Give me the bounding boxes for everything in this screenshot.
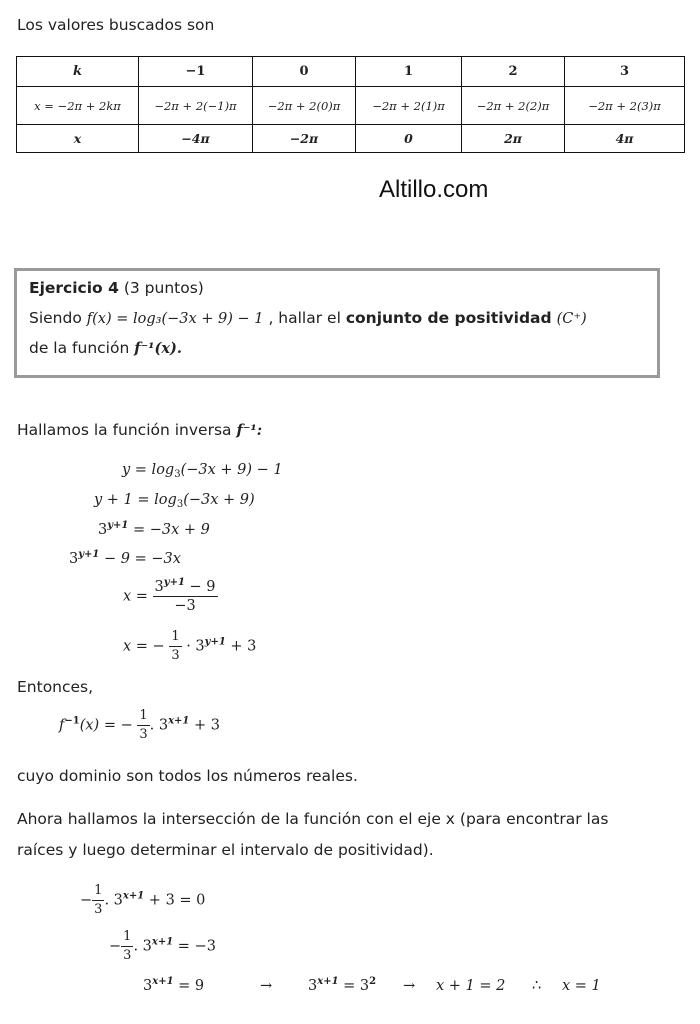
- equation-step-3: $3^{y+1} = -3x + 9$: [98, 520, 210, 538]
- table-cell: 3: [565, 57, 685, 87]
- equation-step-1: $y = \log_3(-3x + 9) - 1$: [122, 462, 283, 480]
- table-cell: 1: [356, 57, 462, 87]
- section-text: Hallamos la función inversa: [17, 421, 232, 439]
- exercise-points: (3 puntos): [123, 279, 204, 297]
- root-equation-2: − $\frac{1}{3}$ . $3^{x+1} = -3$: [109, 929, 216, 963]
- table-cell: 2π: [462, 125, 565, 153]
- root-equation-3a: $3^{x+1} = 9$: [143, 976, 205, 994]
- table-row: [17, 125, 685, 153]
- statement-text: Siendo: [29, 309, 82, 327]
- arrow-icon: →: [260, 978, 273, 994]
- table-cell: x: [17, 125, 139, 153]
- therefore-icon: ∴: [532, 978, 542, 994]
- statement-bold: conjunto de positividad: [345, 309, 552, 327]
- table-cell: −1: [139, 57, 253, 87]
- exercise-box: [14, 268, 660, 378]
- table-cell: −2π + 2(2)π: [462, 87, 565, 125]
- table-cell: 0: [356, 125, 462, 153]
- table-cell: 0: [253, 57, 356, 87]
- equation-step-4: $3^{y+1} - 9 = -3x$: [69, 549, 181, 567]
- root-equation-1: − $\frac{1}{3}$ . $3^{x+1} + 3 = 0$: [80, 883, 206, 917]
- table-cell: 4π: [565, 125, 685, 153]
- exercise-title: Ejercicio 4: [29, 279, 119, 297]
- intro-text: Los valores buscados son: [17, 16, 215, 34]
- equation-step-5: x = $\frac{3^{y+1} - 9}{-3}$: [123, 577, 216, 614]
- exercise-title-line: [29, 279, 204, 297]
- root-equation-3c: x + 1 = 2: [436, 978, 506, 994]
- equation-step-6: x = − $\frac{1}{3}$ · $3^{y+1} + 3$: [123, 629, 257, 663]
- inverse-function-symbol: f⁻¹(x).: [134, 340, 182, 357]
- table-cell: −4π: [139, 125, 253, 153]
- inverse-function-equation: $f^{-1}(x)$ = − $\frac{1}{3}$ . $3^{x+1} + 3$: [59, 708, 220, 742]
- values-table: [16, 56, 685, 153]
- table-cell: −2π + 2(−1)π: [139, 87, 253, 125]
- table-cell: k: [17, 57, 139, 87]
- table-cell: 2: [462, 57, 565, 87]
- equation-step-2: $y + 1 = \log_3(-3x + 9)$: [94, 492, 255, 510]
- paragraph-line: raíces y luego determinar el intervalo de positividad).: [17, 841, 434, 859]
- domain-text: cuyo dominio son todos los números reales.: [17, 767, 358, 785]
- table-cell: x = −2π + 2kπ: [17, 87, 139, 125]
- arrow-icon: →: [403, 978, 416, 994]
- inverse-symbol: f⁻¹:: [236, 422, 263, 439]
- table-cell: −2π + 2(0)π: [253, 87, 356, 125]
- table-cell: −2π: [253, 125, 356, 153]
- table-row: [17, 87, 685, 125]
- table-cell: −2π + 2(3)π: [565, 87, 685, 125]
- statement-text: de la función: [29, 339, 130, 357]
- paragraph-line: Ahora hallamos la intersección de la función con el eje x (para encontrar las: [17, 810, 609, 828]
- entonces-text: Entonces,: [17, 678, 94, 696]
- statement-text: , hallar el: [268, 309, 341, 327]
- table-header-row: [17, 57, 685, 87]
- table-cell: −2π + 2(1)π: [356, 87, 462, 125]
- root-equation-3b: $3^{x+1} = 3^2$: [308, 976, 377, 994]
- function-definition: f(x) = log₃(−3x + 9) − 1: [86, 311, 264, 327]
- exercise-statement-line: [29, 339, 182, 357]
- exercise-statement-line: [29, 309, 587, 327]
- root-equation-3d: x = 1: [562, 978, 601, 994]
- section-heading: [17, 421, 262, 439]
- watermark: Altillo.com: [379, 176, 489, 203]
- positivity-set-symbol: (C⁺): [556, 311, 587, 327]
